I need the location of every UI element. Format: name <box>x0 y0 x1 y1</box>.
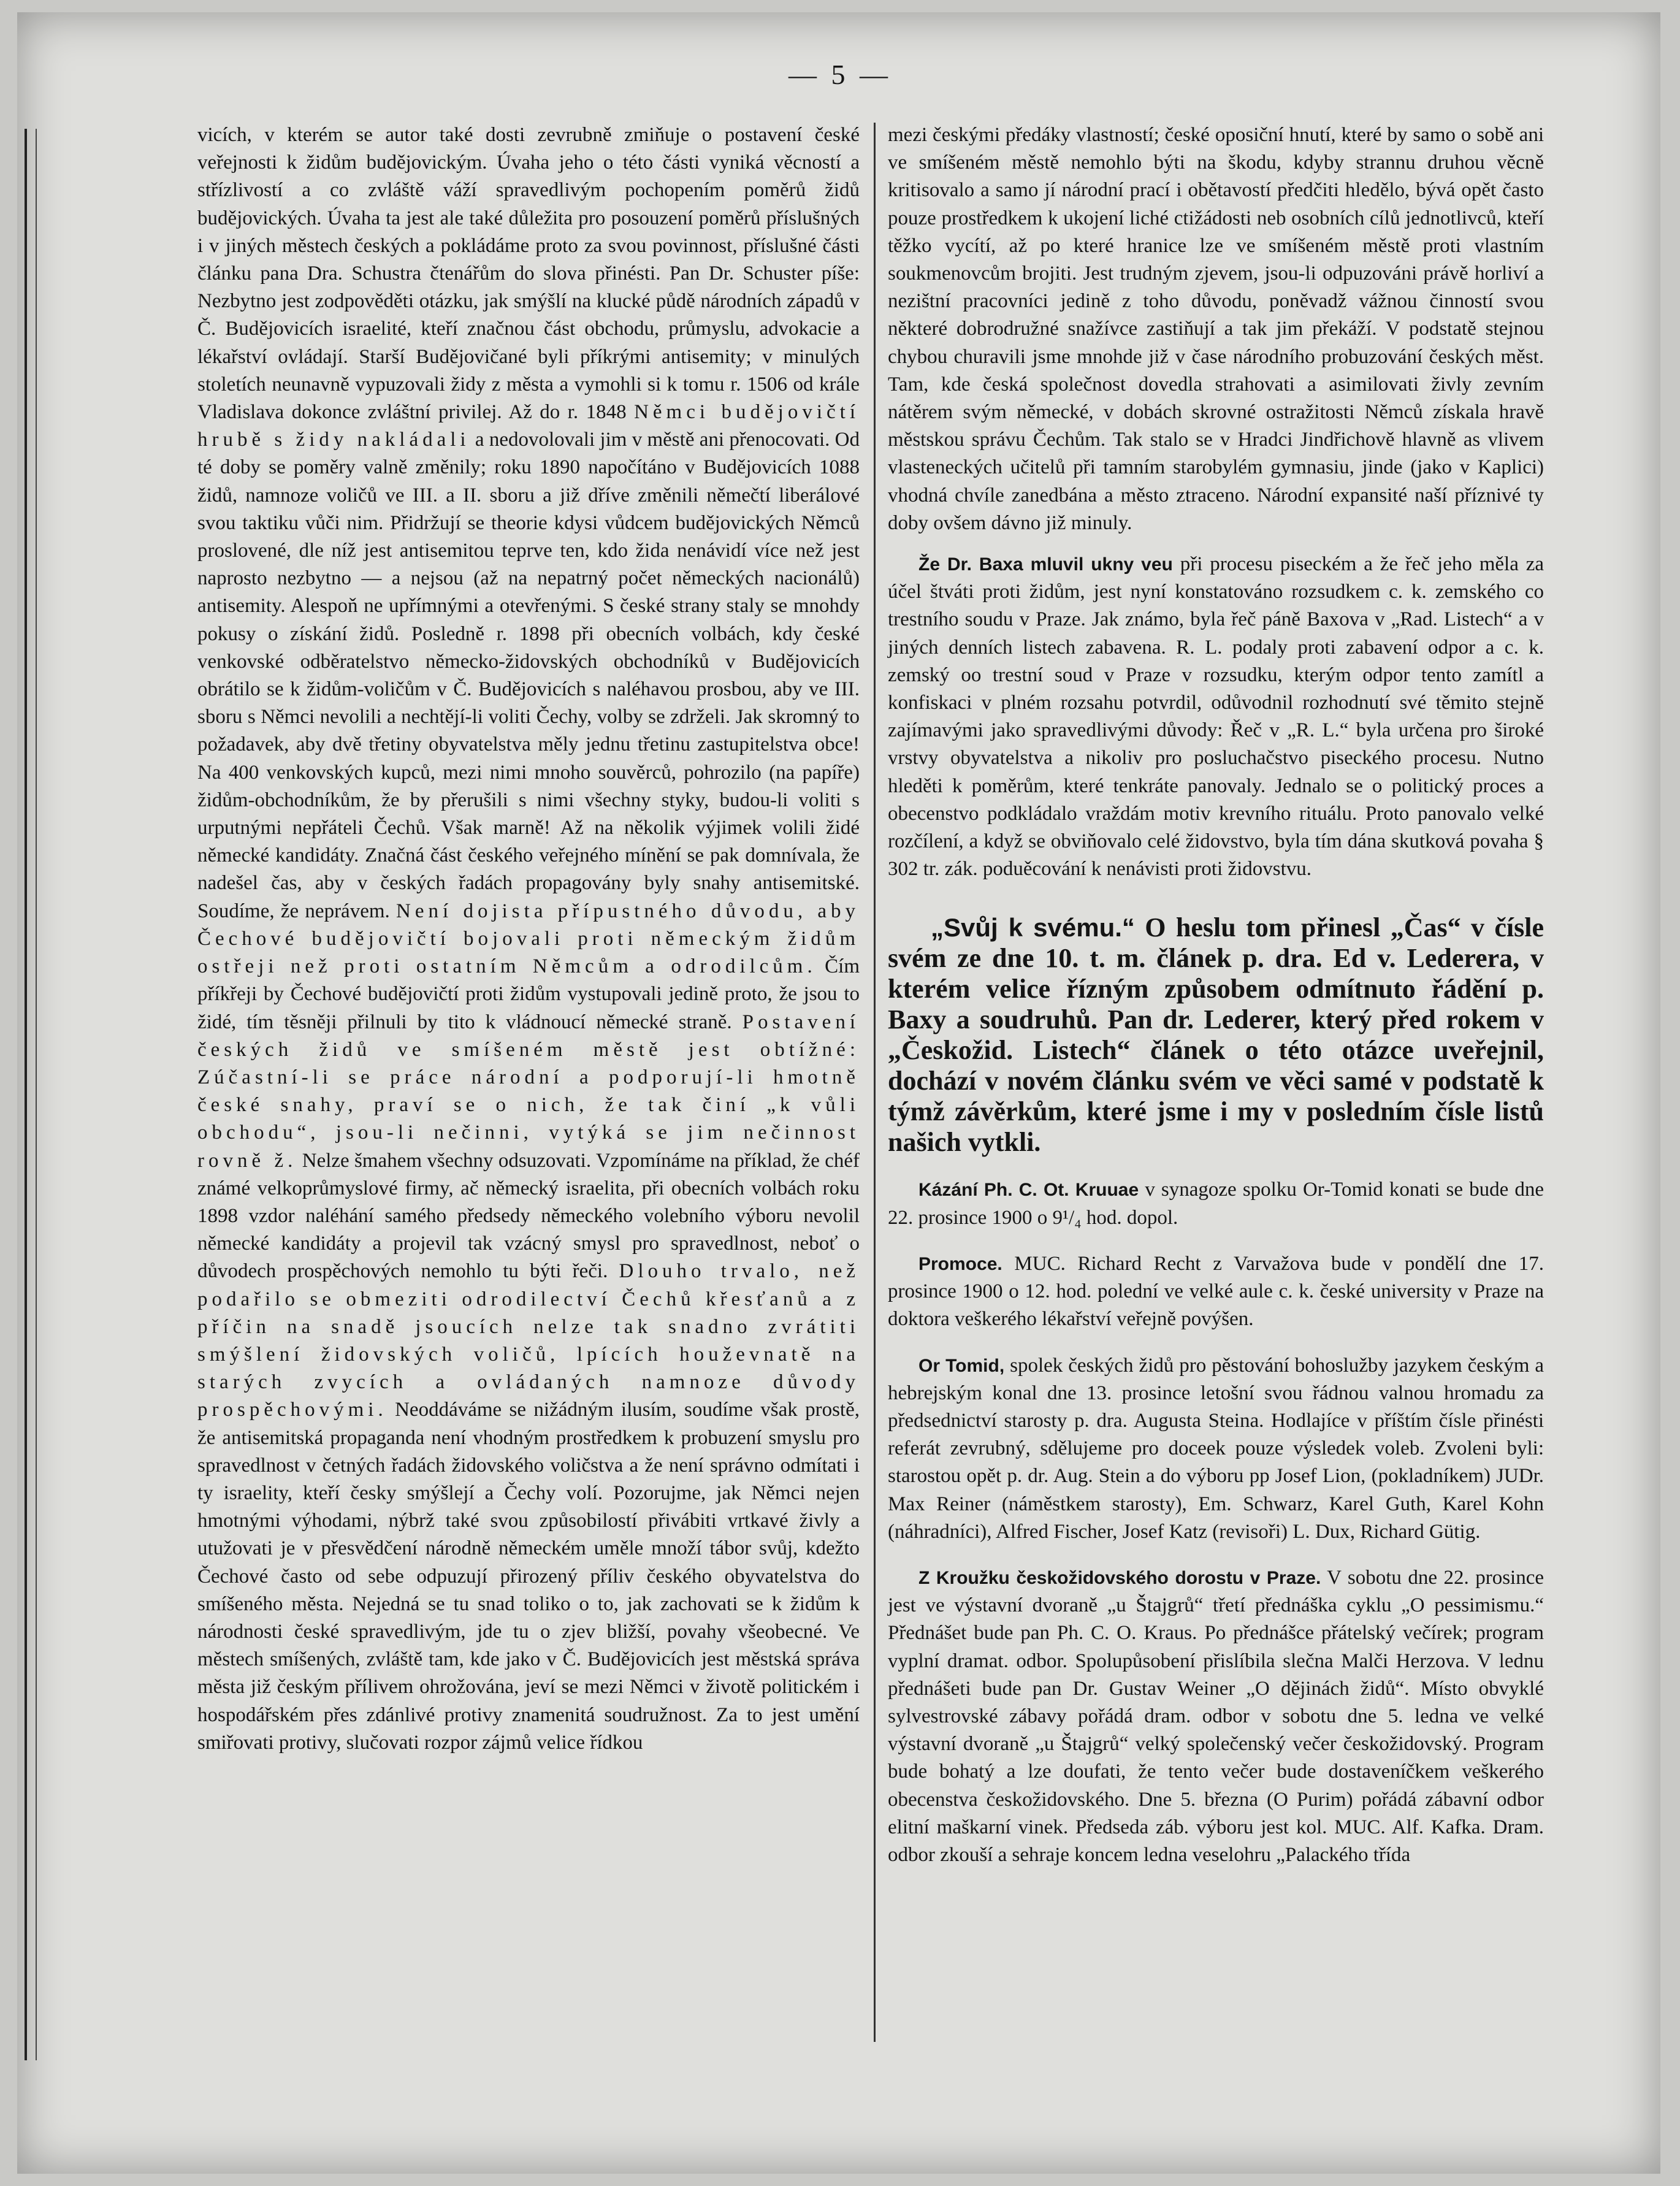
left-column <box>197 121 860 1757</box>
news-item-or-tomid <box>888 1352 1544 1546</box>
news-item-title: Promoce. <box>918 1253 1002 1274</box>
news-item-svuj-k-svemu <box>888 912 1544 1158</box>
news-item-body: spolek českých židů pro pěstování bohoslužby jazykem českým a hebrejským konal dne 13. prosince letošní svou řádnou valnou hromadu za předsednictví starosty p. dra. Augusta Steina. Hodlajíce v příštím čísle přinésti referát zevrubný, sdělujeme pro doceek pouze výsledek voleb. Zvoleni byli: starostou opět p. dr. Aug. Stein a do výboru pp Josef Lion, (pokladníkem) JUDr. Max Reiner (náměstkem starosty), Em. Schwarz, Karel Guth, Karel Kohn (náhradníci), Alfred Fischer, Josef Katz (revisoři) L. Dux, Richard Gütig. <box>888 1354 1544 1543</box>
news-item-krouzek <box>888 1564 1544 1869</box>
news-item-body: při procesu piseckém a že řeč jeho měla za účel štváti proti židům, jest nyní konstatováno rozsudkem c. k. zemského co trestního soudu v Praze. Jak známo, byla řeč páně Baxova v „Rad. Listech“ a v jiných denních listech zabavena. R. L. podaly proti zabavení odpor a c. k. zemský oo trestní soud v Praze v rozsudku, kterým odpor tento zamítl a konfiskaci v plném rozsahu potvrdil, odůvodnil rozhodnutí své těmito stejně zajímavými jako spravedlivými důvody: Řeč v „R. L.“ byla určena pro široké vrstvy obyvatelstva a nikoliv pro posluchačstvo piseckého procesu. Nutno hleděti k poměrům, které tenkráte panovaly. Jednalo se o politický proces a obecenstvo podkládalo vraždám motiv krevního rituálu. Proto panovalo velké rozčílení, a když se obviňovalo celé židovstvo, byla tím dána skutková povaha § 302 tr. zák. poduěcování k nenávisti proti židovstvu. <box>888 553 1544 881</box>
news-item-promoce <box>888 1250 1544 1334</box>
article-text: vicích, v kterém se autor také dosti zevrubně zmiňuje o postavení české veřejnosti k židům budějovickým. Úvaha jeho o této části vyniká věcností a střízlivostí a co zvláště váží spravedlivým pochopením poměrů židů budějovických. Úvaha ta jest ale také důležita pro posouzení poměrů příslušných i v jiných městech českých a pokládáme proto za svou povinnost, příslušné části článku pana Dra. Schustra čtenářům do slova přinésti. Pan Dr. Schuster píše: Nezbytno jest zodpověděti otázku, jak smýšlí na klucké půdě národních západů v Č. Budějovicích israelité, kteří značnou část obchodu, průmyslu, advokacie a lékařství ovládají. Starší Budějovičané byli příkrými antisemity; v minulých stoletích neunavně vypuzovali židy z města a vymohli si k tomu r. 1506 od krále Vladislava dokonce zvláštní privilej. Až do r. 1848 Němci budějovičtí hrubě s židy nakládali a nedovolovali jim v městě ani přenocovati. Od té doby se poměry valně změnily; roku 1890 napočítáno v Budějovicích 1088 židů, namnoze voličů ve III. a II. sboru a již dříve změnili němečtí liberálové svou taktiku vůči nim. Přidržují se theorie kdysi vůdcem budějovických Němců proslovené, dle níž jest antisemitou teprve ten, kdo žida nenávidí více než jest naprosto nezbytno — a nejsou (až na nepatrný počet německých nacionálů) antisemity. Alespoň ne upřímnými a otevřenými. S české strany staly se mnohdy pokusy o získání židů. Posledně r. 1898 při obecních volbách, kdy české venkovské odběratelstvo německo-židovských obchodníků v Budějovicích obrátilo se k židům-voličům v Č. Budějovicích s naléhavou prosbou, aby ve III. sboru s Němci nevolili a nechtějí-li voliti Čechy, volby se zdrželi. Jak skromný to požadavek, aby dvě třetiny obyvatelstva měly jednu třetinu zastupitelstva obce! Na 400 venkovských kupců, mezi nimi mnoho souvěrců, pohrozilo (na papíře) židům-obchodníkům, že by přerušili s nimi všechny styky, budou-li voliti s urputnými nepřáteli Čechů. Však marně! Až na několik výjimek volili židé německé kandidáty. Značná část českého veřejného mínění se pak domnívala, že nadešel čas, aby v českých řadách propagovány byly snahy antisemitské. Soudíme, že neprávem. Není dojista přípustného důvodu, aby Čechové budějovičtí bojovali proti německým židům ostřeji než proti ostatním Němcům a odrodilcům. Čím příkřeji by Čechové budějovičtí proti židům vystupovali jedině proto, že jsou to židé, tím těsněji přilnuli by tito k vládnoucí německé straně. Postavení českých židů ve smíšeném městě jest obtížné: Zúčastní-li se práce národní a podporují-li hmotně české snahy, praví se o nich, že tak činí „k vůli obchodu“, jsou-li nečinni, vytýká se jim nečinnost rovně ž. Nelze šmahem všechny odsuzovati. Vzpomínáme na příklad, že chéf známé velkoprůmyslové firmy, ač německý israelita, při obecních volbách roku 1898 vzdor naléhání samého předsedy německého volebního výboru nevolil německé kandidáty a projevil tak vzácný smysl pro spravedlnost, neboť o důvodech prospěchových nemohlo tu býti řeči. Dlouho trvalo, než podařilo se obmeziti odrodilectví Čechů křesťanů a z příčin na snadě jsoucích nelze tak snadno zvrátiti smýšlení židovských voličů, lpících houževnatě na starých zvycích a ovládaných namnoze důvody prospěchovými. Neoddáváme se nižádným ilusím, soudíme však prostě, že antisemitská propaganda není vhodným prostředkem k probuzení smyslu pro spravedlnost v četných řadách židovského voličstva a že není správno odmítati i ty israelity, kteří česky smýšlejí a Čechy volí. Pozorujme, jak Němci nejen hmotnými výhodami, nýbrž také svou způsobilostí přivábiti vrtkavé živly a utužovati je v přesvědčení národně německém uměle množí tábor svůj, kdežto Čechové často od sebe odpuzují přirozený příliv českého obyvatelstva do smíšeného města. Nejedná se tu snad toliko o to, jak zachovati se k židům k národnosti české spravedlivým, jde tu o zjev bližší, povahy všeobecné. Ve městech smíšených, zvláště tam, kde jako v Č. Budějovicích jest městská správa města již českým přílivem ohrožována, jeví se mezi Němci v životě politickém i hospodářském přes zdánlivé protivy znamenitá soudružnost. Za to jest umění smiřovati protivy, slučovati rozpor zájmů velice řídkou <box>197 124 860 1754</box>
news-item-title: Z Kroužku českožidovského dorostu v Praze. <box>918 1567 1321 1588</box>
news-item-title: Or Tomid, <box>918 1355 1005 1376</box>
news-item-title: „Svůj k svému.“ <box>931 913 1135 942</box>
news-item-title: Kázání Ph. C. Ot. Kruuae <box>918 1180 1139 1201</box>
news-item-baxa <box>888 551 1544 883</box>
right-column <box>888 121 1544 1869</box>
news-item-body: MUC. Richard Recht z Varvažova bude v pondělí dne 17. prosince 1900 o 12. hod. polední ve velké aule c. k. české university v Praze na doktora veškerého lékařství veřejně povýšen. <box>888 1252 1544 1331</box>
news-item-title: Že Dr. Baxa mluvil ukny veu <box>918 554 1173 575</box>
column-divider <box>874 123 876 2042</box>
binding-edge <box>25 129 37 2060</box>
news-item-body: O heslu tom přinesl „Čas“ v čísle svém ze dne 10. t. m. článek p. dra. Ed v. Lederera, v kterém velice řízným způsobem odmítnuto řádění p. Baxy a soudruhů. Pan dr. Lederer, který před rokem v „Českožid. Listech“ článek o této otázce uveřejnil, dochází v novém článku svém ve věci samé v podstatě k týmž závěrkům, které jsme i my v posledním čísle listů našich vytkli. <box>888 912 1544 1158</box>
news-item-kazani <box>888 1176 1544 1231</box>
page-number: — 5 — <box>788 59 892 90</box>
news-item-body: v synagoze spolku Or-Tomid konati se bude dne 22. prosince 1900 o 9¹/₄ hod. dopol. <box>888 1179 1544 1229</box>
article-continuation: mezi českými předáky vlastností; české oposiční hnutí, které by samo o sobě ani ve smíšeném městě nemohlo býti na škodu, kdyby strannu druhou věcně kritisovalo a samo jí národní prací i obětavostí předčiti hledělo, bývá opět často pouze prostředkem k ukojení liché ctižádosti neb osobních cílů jednotlivců, kteří těžko vycítí, až po které hranice lze ve smíšeném městě proti vlastním soukmenovcům brojiti. Jest trudným zjevem, jsou-li odpuzováni právě horliví a nezištní pracovníci jedině z toho důvodu, poněvadž vážnou činností svou některé dobrodružné snažívce zastiňují a tak jim překáží. V podstatě stejnou chybou churavili jsme mnohde již v čase národního probuzování českých měst. Tam, kde česká společnost dovedla strahovati a asimilovati živly zevním nátěrem svým německé, v dobách skrovné ostražitosti Němců získala hravě městskou správu Čechům. Tak stalo se v Hradci Jindřichově hlavně as vlivem vlasteneckých učitelů při tamním starobylém gymnasiu, jinde (jako v Kaplici) vhodná chvíle zanedbána a město ztraceno. Národní expansité naší příznivé ty doby ovšem dávno již minuly. <box>888 124 1544 534</box>
news-item-body: V sobotu dne 22. prosince jest ve výstavní dvoraně „u Štajgrů“ třetí přednáška cyklu „O pessimismu.“ Přednášet bude pan Ph. C. O. Kraus. Po přednášce přátelský večírek; program vyplní dramat. odbor. Spolupůsobení přislíbila slečna Malči Herzova. V lednu přednášeti bude pan Dr. Gustav Weiner „O dějinách židů“. Místo obvyklé sylvestrovské zábavy pořádá dram. odbor v sobotu dne 5. ledna ve velké výstavní dvoraně „u Štajgrů“ velký společenský večer českožidovský. Program bude bohatý a lze doufati, že tento večer bude dostaveníčkem veškerého obecenstva českožidovského. Dne 5. března (O Purim) pořádá zábavní odbor elitní maškarní vinek. Předseda záb. výboru jest kol. MUC. Alf. Kafka. Dram. odbor zkouší a sehraje koncem ledna veselohru „Palackého třída <box>888 1566 1544 1866</box>
